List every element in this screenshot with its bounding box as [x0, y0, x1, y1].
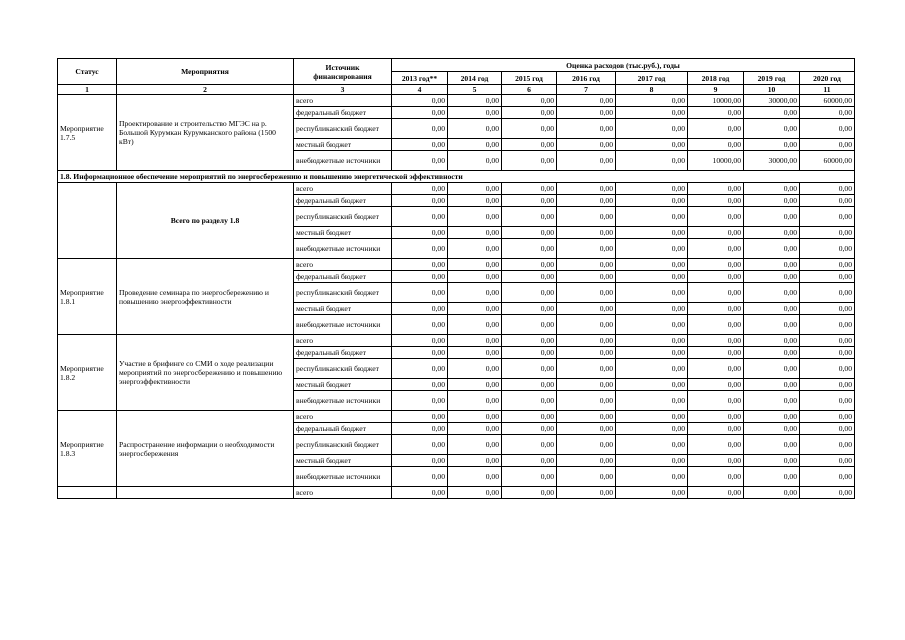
- value-cell: 0,00: [502, 227, 557, 239]
- value-cell: 0,00: [502, 379, 557, 391]
- value-cell: 0,00: [502, 259, 557, 271]
- value-cell: 0,00: [557, 455, 616, 467]
- value-cell: 0,00: [800, 207, 855, 227]
- value-cell: 0,00: [616, 195, 688, 207]
- value-cell: 0,00: [744, 239, 800, 259]
- value-cell: 0,00: [502, 335, 557, 347]
- source-cell: федеральный бюджет: [294, 423, 392, 435]
- value-cell: 0,00: [616, 359, 688, 379]
- value-cell: 0,00: [448, 315, 502, 335]
- value-cell: 0,00: [502, 487, 557, 499]
- value-cell: 0,00: [744, 315, 800, 335]
- value-cell: 0,00: [744, 195, 800, 207]
- value-cell: 0,00: [502, 423, 557, 435]
- value-cell: 0,00: [744, 139, 800, 151]
- value-cell: 0,00: [448, 455, 502, 467]
- year-header: 2015 год: [502, 72, 557, 85]
- value-cell: 0,00: [688, 335, 744, 347]
- value-cell: 0,00: [557, 303, 616, 315]
- value-cell: 0,00: [502, 411, 557, 423]
- value-cell: 0,00: [557, 487, 616, 499]
- value-cell: 0,00: [557, 259, 616, 271]
- column-number: 6: [502, 85, 557, 95]
- value-cell: 0,00: [744, 455, 800, 467]
- value-cell: 0,00: [616, 379, 688, 391]
- table-row: [58, 183, 855, 195]
- budget-table: [57, 58, 855, 499]
- value-cell: 0,00: [688, 119, 744, 139]
- value-cell: 0,00: [392, 435, 448, 455]
- value-cell: 0,00: [392, 183, 448, 195]
- value-cell: 0,00: [800, 315, 855, 335]
- value-cell: 0,00: [502, 195, 557, 207]
- header-row: [58, 59, 855, 72]
- value-cell: 0,00: [448, 107, 502, 119]
- value-cell: 0,00: [744, 379, 800, 391]
- value-cell: 0,00: [392, 95, 448, 107]
- status-cell: Мероприятие 1.8.3: [58, 411, 117, 487]
- section-title: 1.8. Информационное обеспечение мероприятий по энергосбережению и повышению энергетической эффективности: [58, 171, 855, 183]
- value-cell: 0,00: [502, 283, 557, 303]
- value-cell: 0,00: [744, 391, 800, 411]
- value-cell: 0,00: [688, 271, 744, 283]
- value-cell: 0,00: [616, 139, 688, 151]
- value-cell: 0,00: [800, 335, 855, 347]
- value-cell: 0,00: [557, 435, 616, 455]
- value-cell: 0,00: [448, 183, 502, 195]
- value-cell: 0,00: [744, 435, 800, 455]
- value-cell: 30000,00: [744, 95, 800, 107]
- value-cell: 0,00: [557, 271, 616, 283]
- value-cell: 0,00: [800, 347, 855, 359]
- value-cell: 0,00: [448, 271, 502, 283]
- value-cell: 0,00: [557, 283, 616, 303]
- value-cell: 0,00: [800, 487, 855, 499]
- value-cell: 0,00: [557, 207, 616, 227]
- value-cell: 0,00: [448, 335, 502, 347]
- value-cell: 0,00: [557, 139, 616, 151]
- value-cell: 0,00: [448, 239, 502, 259]
- source-cell: республиканский бюджет: [294, 359, 392, 379]
- value-cell: 0,00: [744, 207, 800, 227]
- value-cell: 0,00: [744, 359, 800, 379]
- value-cell: 0,00: [616, 183, 688, 195]
- value-cell: 0,00: [800, 423, 855, 435]
- column-number: 10: [744, 85, 800, 95]
- source-cell: всего: [294, 259, 392, 271]
- value-cell: 0,00: [502, 139, 557, 151]
- source-cell: всего: [294, 487, 392, 499]
- value-cell: 0,00: [688, 467, 744, 487]
- value-cell: 0,00: [557, 315, 616, 335]
- value-cell: 0,00: [616, 335, 688, 347]
- value-cell: 0,00: [800, 359, 855, 379]
- value-cell: 0,00: [744, 467, 800, 487]
- value-cell: 0,00: [502, 107, 557, 119]
- value-cell: 0,00: [502, 391, 557, 411]
- value-cell: 0,00: [502, 359, 557, 379]
- table-row: [58, 259, 855, 271]
- value-cell: 0,00: [557, 195, 616, 207]
- source-cell: республиканский бюджет: [294, 207, 392, 227]
- status-cell: Мероприятие 1.8.2: [58, 335, 117, 411]
- table-row: [58, 487, 855, 499]
- value-cell: 0,00: [448, 411, 502, 423]
- value-cell: 0,00: [800, 119, 855, 139]
- column-number: 9: [688, 85, 744, 95]
- value-cell: 0,00: [392, 359, 448, 379]
- value-cell: 0,00: [448, 435, 502, 455]
- value-cell: 0,00: [392, 467, 448, 487]
- value-cell: 0,00: [744, 271, 800, 283]
- value-cell: 0,00: [392, 391, 448, 411]
- value-cell: 0,00: [448, 139, 502, 151]
- value-cell: 0,00: [448, 303, 502, 315]
- event-cell: Проведение семинара по энергосбережению и повышению энергоэффективности: [117, 259, 294, 335]
- value-cell: 0,00: [448, 423, 502, 435]
- value-cell: 0,00: [502, 455, 557, 467]
- value-cell: 0,00: [557, 227, 616, 239]
- value-cell: 0,00: [616, 259, 688, 271]
- value-cell: 0,00: [392, 379, 448, 391]
- year-header: 2017 год: [616, 72, 688, 85]
- value-cell: 0,00: [448, 195, 502, 207]
- value-cell: 0,00: [616, 239, 688, 259]
- value-cell: 0,00: [392, 315, 448, 335]
- column-number-row: [58, 85, 855, 95]
- value-cell: 10000,00: [688, 151, 744, 171]
- table-row: [58, 335, 855, 347]
- column-number: 5: [448, 85, 502, 95]
- value-cell: 0,00: [448, 359, 502, 379]
- source-cell: всего: [294, 335, 392, 347]
- year-header: 2014 год: [448, 72, 502, 85]
- value-cell: 0,00: [392, 239, 448, 259]
- status-cell: [58, 487, 117, 499]
- value-cell: 0,00: [392, 335, 448, 347]
- value-cell: 0,00: [688, 227, 744, 239]
- value-cell: 0,00: [502, 271, 557, 283]
- value-cell: 0,00: [616, 151, 688, 171]
- value-cell: 0,00: [800, 259, 855, 271]
- value-cell: 0,00: [502, 435, 557, 455]
- value-cell: 0,00: [392, 151, 448, 171]
- value-cell: 0,00: [392, 139, 448, 151]
- value-cell: 0,00: [448, 207, 502, 227]
- source-cell: республиканский бюджет: [294, 435, 392, 455]
- value-cell: 0,00: [616, 347, 688, 359]
- value-cell: 0,00: [502, 303, 557, 315]
- value-cell: 0,00: [557, 359, 616, 379]
- value-cell: 0,00: [448, 467, 502, 487]
- table-body: [58, 59, 855, 499]
- value-cell: 0,00: [392, 347, 448, 359]
- value-cell: 0,00: [688, 455, 744, 467]
- source-cell: местный бюджет: [294, 139, 392, 151]
- event-cell: Распространение информации о необходимости энергосбережения: [117, 411, 294, 487]
- value-cell: 0,00: [392, 107, 448, 119]
- value-cell: 0,00: [744, 259, 800, 271]
- value-cell: 0,00: [616, 455, 688, 467]
- value-cell: 0,00: [392, 283, 448, 303]
- value-cell: 0,00: [744, 487, 800, 499]
- value-cell: 0,00: [688, 259, 744, 271]
- value-cell: 0,00: [688, 411, 744, 423]
- value-cell: 0,00: [688, 207, 744, 227]
- value-cell: 0,00: [616, 423, 688, 435]
- year-header: 2016 год: [557, 72, 616, 85]
- source-cell: внебюджетные источники: [294, 239, 392, 259]
- source-cell: местный бюджет: [294, 227, 392, 239]
- event-cell: Участие в брифинге со СМИ о ходе реализации мероприятий по энергосбережению и повышению энергоэффективности: [117, 335, 294, 411]
- value-cell: 0,00: [616, 487, 688, 499]
- source-cell: всего: [294, 183, 392, 195]
- year-header: 2013 год**: [392, 72, 448, 85]
- value-cell: 0,00: [688, 487, 744, 499]
- value-cell: 0,00: [557, 391, 616, 411]
- value-cell: 0,00: [557, 467, 616, 487]
- value-cell: 0,00: [800, 435, 855, 455]
- value-cell: 0,00: [616, 95, 688, 107]
- value-cell: 0,00: [392, 411, 448, 423]
- value-cell: 0,00: [392, 119, 448, 139]
- value-cell: 0,00: [616, 207, 688, 227]
- value-cell: 0,00: [800, 391, 855, 411]
- value-cell: 0,00: [557, 119, 616, 139]
- value-cell: 0,00: [392, 271, 448, 283]
- column-number: 4: [392, 85, 448, 95]
- year-header: 2018 год: [688, 72, 744, 85]
- value-cell: 0,00: [502, 315, 557, 335]
- source-cell: федеральный бюджет: [294, 347, 392, 359]
- column-number: 3: [294, 85, 392, 95]
- year-header: 2020 год: [800, 72, 855, 85]
- value-cell: 0,00: [688, 183, 744, 195]
- source-cell: республиканский бюджет: [294, 119, 392, 139]
- column-number: 7: [557, 85, 616, 95]
- value-cell: 0,00: [688, 359, 744, 379]
- value-cell: 0,00: [800, 239, 855, 259]
- table-row: [58, 411, 855, 423]
- table-row: [58, 95, 855, 107]
- value-cell: 0,00: [688, 423, 744, 435]
- column-number: 2: [117, 85, 294, 95]
- event-cell: Проектирование и строительство МГЭС на р. Большой Курумкан Курумканского района (1500 кВт): [117, 95, 294, 171]
- source-cell: федеральный бюджет: [294, 195, 392, 207]
- column-number: 1: [58, 85, 117, 95]
- value-cell: 0,00: [448, 379, 502, 391]
- value-cell: 0,00: [448, 283, 502, 303]
- value-cell: 0,00: [688, 391, 744, 411]
- value-cell: 0,00: [800, 227, 855, 239]
- value-cell: 0,00: [557, 347, 616, 359]
- value-cell: 0,00: [744, 335, 800, 347]
- value-cell: 0,00: [800, 283, 855, 303]
- value-cell: 0,00: [688, 107, 744, 119]
- value-cell: 0,00: [800, 411, 855, 423]
- value-cell: 0,00: [800, 139, 855, 151]
- value-cell: 10000,00: [688, 95, 744, 107]
- value-cell: 0,00: [392, 227, 448, 239]
- source-cell: местный бюджет: [294, 455, 392, 467]
- value-cell: 0,00: [744, 411, 800, 423]
- value-cell: 0,00: [392, 423, 448, 435]
- status-cell: Мероприятие 1.7.5: [58, 95, 117, 171]
- value-cell: 0,00: [448, 487, 502, 499]
- value-cell: 0,00: [557, 379, 616, 391]
- value-cell: 0,00: [688, 195, 744, 207]
- source-cell: федеральный бюджет: [294, 271, 392, 283]
- value-cell: 0,00: [744, 283, 800, 303]
- section-row: [58, 171, 855, 183]
- value-cell: 0,00: [392, 487, 448, 499]
- value-cell: 0,00: [448, 391, 502, 411]
- value-cell: 0,00: [800, 107, 855, 119]
- value-cell: 30000,00: [744, 151, 800, 171]
- value-cell: 0,00: [744, 183, 800, 195]
- value-cell: 0,00: [688, 435, 744, 455]
- value-cell: 0,00: [502, 151, 557, 171]
- value-cell: 0,00: [616, 271, 688, 283]
- value-cell: 0,00: [448, 151, 502, 171]
- column-number: 8: [616, 85, 688, 95]
- value-cell: 0,00: [744, 347, 800, 359]
- value-cell: 0,00: [502, 95, 557, 107]
- value-cell: 0,00: [448, 347, 502, 359]
- value-cell: 0,00: [616, 435, 688, 455]
- value-cell: 0,00: [688, 379, 744, 391]
- value-cell: 0,00: [502, 239, 557, 259]
- status-cell: [58, 183, 117, 259]
- source-cell: внебюджетные источники: [294, 467, 392, 487]
- value-cell: 0,00: [392, 455, 448, 467]
- value-cell: 0,00: [616, 283, 688, 303]
- value-cell: 0,00: [800, 467, 855, 487]
- value-cell: 0,00: [800, 271, 855, 283]
- value-cell: 60000,00: [800, 151, 855, 171]
- value-cell: 0,00: [688, 315, 744, 335]
- value-cell: 0,00: [392, 207, 448, 227]
- source-cell: всего: [294, 95, 392, 107]
- value-cell: 0,00: [744, 227, 800, 239]
- value-cell: 0,00: [502, 119, 557, 139]
- value-cell: 0,00: [688, 283, 744, 303]
- value-cell: 0,00: [392, 303, 448, 315]
- value-cell: 0,00: [616, 303, 688, 315]
- value-cell: 0,00: [557, 95, 616, 107]
- value-cell: 0,00: [688, 139, 744, 151]
- value-cell: 0,00: [744, 303, 800, 315]
- value-cell: 0,00: [557, 151, 616, 171]
- value-cell: 0,00: [616, 467, 688, 487]
- value-cell: 0,00: [616, 119, 688, 139]
- value-cell: 0,00: [688, 303, 744, 315]
- value-cell: 0,00: [800, 379, 855, 391]
- value-cell: 0,00: [557, 107, 616, 119]
- value-cell: 0,00: [557, 239, 616, 259]
- value-cell: 0,00: [392, 259, 448, 271]
- value-cell: 0,00: [800, 183, 855, 195]
- value-cell: 0,00: [502, 183, 557, 195]
- value-cell: 60000,00: [800, 95, 855, 107]
- value-cell: 0,00: [557, 411, 616, 423]
- value-cell: 0,00: [557, 183, 616, 195]
- value-cell: 0,00: [502, 347, 557, 359]
- value-cell: 0,00: [392, 195, 448, 207]
- source-cell: внебюджетные источники: [294, 315, 392, 335]
- header-source: Источник финансирования: [294, 59, 392, 85]
- value-cell: 0,00: [744, 423, 800, 435]
- source-cell: местный бюджет: [294, 303, 392, 315]
- source-cell: внебюджетные источники: [294, 391, 392, 411]
- value-cell: 0,00: [502, 207, 557, 227]
- value-cell: 0,00: [557, 335, 616, 347]
- source-cell: федеральный бюджет: [294, 107, 392, 119]
- status-cell: Мероприятие 1.8.1: [58, 259, 117, 335]
- value-cell: 0,00: [688, 239, 744, 259]
- header-event: Мероприятия: [117, 59, 294, 85]
- source-cell: всего: [294, 411, 392, 423]
- value-cell: 0,00: [800, 195, 855, 207]
- header-estimate: Оценка расходов (тыс.руб.), годы: [392, 59, 855, 72]
- value-cell: 0,00: [448, 95, 502, 107]
- column-number: 11: [800, 85, 855, 95]
- value-cell: 0,00: [557, 423, 616, 435]
- value-cell: 0,00: [616, 411, 688, 423]
- value-cell: 0,00: [800, 455, 855, 467]
- value-cell: 0,00: [616, 107, 688, 119]
- value-cell: 0,00: [616, 227, 688, 239]
- event-cell: Всего по разделу 1.8: [117, 183, 294, 259]
- header-status: Статус: [58, 59, 117, 85]
- value-cell: 0,00: [744, 107, 800, 119]
- value-cell: 0,00: [502, 467, 557, 487]
- value-cell: 0,00: [688, 347, 744, 359]
- value-cell: 0,00: [744, 119, 800, 139]
- value-cell: 0,00: [448, 119, 502, 139]
- value-cell: 0,00: [800, 303, 855, 315]
- value-cell: 0,00: [616, 315, 688, 335]
- event-cell: [117, 487, 294, 499]
- value-cell: 0,00: [448, 259, 502, 271]
- source-cell: местный бюджет: [294, 379, 392, 391]
- year-header: 2019 год: [744, 72, 800, 85]
- value-cell: 0,00: [448, 227, 502, 239]
- source-cell: внебюджетные источники: [294, 151, 392, 171]
- value-cell: 0,00: [616, 391, 688, 411]
- source-cell: республиканский бюджет: [294, 283, 392, 303]
